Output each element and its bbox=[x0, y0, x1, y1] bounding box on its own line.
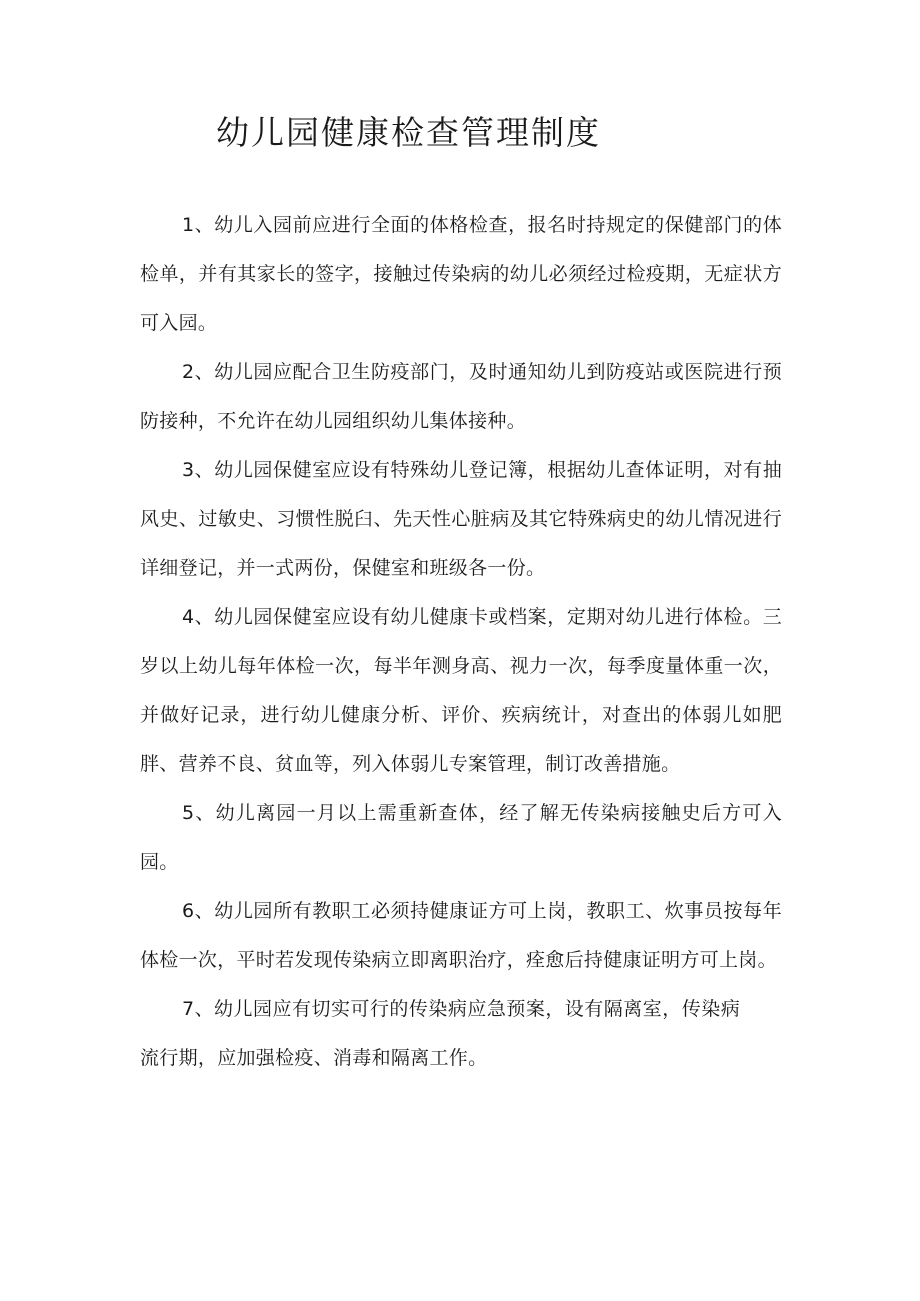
paragraph-1: 1、幼儿入园前应进行全面的体格检查，报名时持规定的保健部门的体检单，并有其家长的签字，接触过传染病的幼儿必须经过检疫期，无症状方可入园。 bbox=[140, 214, 782, 334]
paragraph-3: 3、幼儿园保健室应设有特殊幼儿登记簿，根据幼儿查体证明，对有抽风史、过敏史、习惯性脱臼、先天性心脏病及其它特殊病史的幼儿情况进行详细登记，并一式两份，保健室和班级各一份。 bbox=[140, 459, 782, 579]
paragraph-6: 6、幼儿园所有教职工必须持健康证方可上岗，教职工、炊事员按每年体检一次，平时若发现传染病立即离职治疗，痊愈后持健康证明方可上岗。 bbox=[140, 900, 782, 971]
paragraph-5: 5、幼儿离园一月以上需重新查体，经了解无传染病接触史后方可入园。 bbox=[140, 802, 782, 873]
document-body bbox=[140, 201, 782, 1083]
paragraph-2: 2、幼儿园应配合卫生防疫部门，及时通知幼儿到防疫站或医院进行预防接种，不允许在幼儿园组织幼儿集体接种。 bbox=[140, 361, 782, 432]
paragraph-7: 7、幼儿园应有切实可行的传染病应急预案，设有隔离室，传染病流行期，应加强检疫、消毒和隔离工作。 bbox=[140, 998, 740, 1069]
paragraph-4: 4、幼儿园保健室应设有幼儿健康卡或档案，定期对幼儿进行体检。三岁以上幼儿每年体检一次，每半年测身高、视力一次，每季度量体重一次，并做好记录，进行幼儿健康分析、评价、疾病统计，对查出的体弱儿如肥胖、营养不良、贫血等，列入体弱儿专案管理，制订改善措施。 bbox=[140, 606, 782, 775]
document-title: 幼儿园健康检查管理制度 bbox=[216, 113, 601, 152]
